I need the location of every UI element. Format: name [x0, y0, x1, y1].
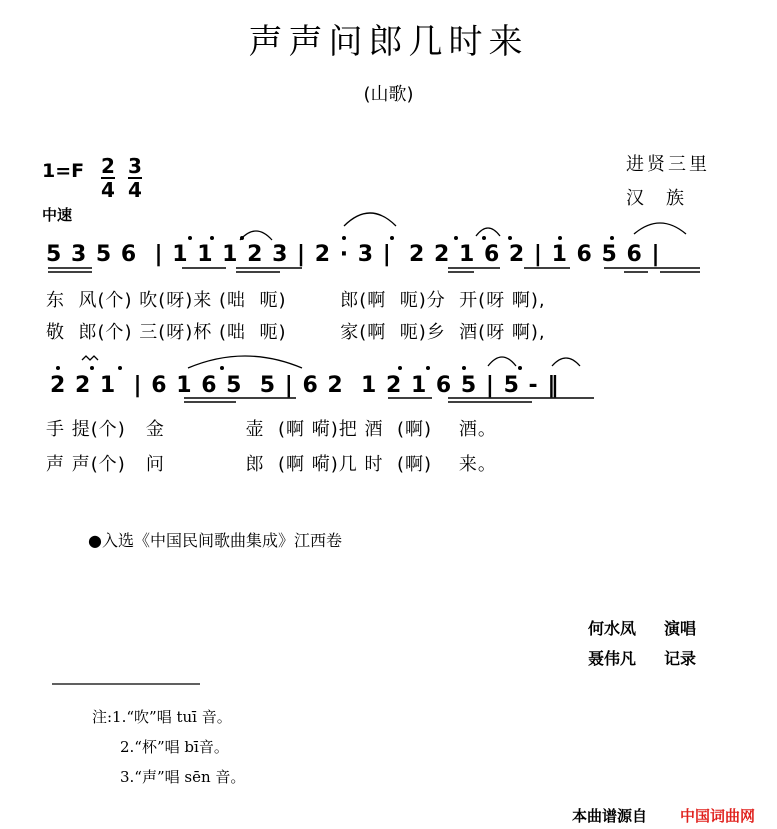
credit-recorder-role: 记录 [664, 649, 697, 668]
tempo-marking: 中速 [42, 206, 73, 224]
time-signature-bottom: 4 [128, 178, 142, 202]
slur [634, 223, 686, 234]
slur [552, 358, 580, 366]
credit-recorder-name: 聂伟凡 [588, 649, 637, 668]
slur [188, 356, 302, 368]
score-line-2-lyric-2: 声 声(个) 问 郎 (啊 嗬)几 时 (啊) 来。 [46, 454, 497, 475]
region-label: 进贤三里 [626, 154, 710, 175]
footnote-1: 注:1.“吹”唱 tuī 音。 [92, 708, 232, 726]
credit-performer-name: 何水凤 [588, 619, 637, 638]
song-genre: (山歌) [363, 84, 414, 105]
song-title: 声声问郎几时来 [248, 22, 529, 62]
mordent-mark [82, 356, 98, 360]
score-line-1-notes: 5 3 5 6 | 1 1 1 2 3 | 2 · 3 | 2 2 1 6 2 | 1 6 5 6 | [46, 242, 661, 267]
score-line-2-lyric-1: 手 提(个) 金 壶 (啊 嗬)把 酒 (啊) 酒。 [46, 419, 497, 440]
octave-dots [56, 236, 614, 370]
footnote-3: 3.“声”唱 sēn 音。 [120, 768, 246, 786]
slur [488, 357, 516, 366]
credit-performer-role: 演唱 [664, 619, 697, 638]
watermark-site-name[interactable]: 中国词曲网 [680, 807, 756, 825]
watermark-source-label: 本曲谱源自 [572, 807, 648, 825]
slur [476, 228, 500, 236]
key-signature: 1=F [42, 160, 85, 182]
time-signature-bottom: 4 [101, 178, 115, 202]
score-line-2-notes: 2 2 1 | 6 1 6 5 5 | 6 2 1 2 1 6 5 | 5 - ‖ [50, 373, 560, 398]
beam-lines [48, 268, 700, 402]
ethnicity-label: 汉族 [626, 188, 706, 209]
score-line-1-lyric-1: 东 风(个) 吹(呀)来 (咄 呃) 郎(啊 呃)分 开(呀 啊), [46, 290, 546, 311]
time-signature-top: 2 [101, 154, 115, 178]
collection-note: ●入选《中国民间歌曲集成》江西卷 [88, 531, 342, 550]
slur [240, 231, 272, 240]
score-line-1-lyric-2: 敬 郎(个) 三(呀)杯 (咄 呃) 家(啊 呃)乡 酒(呀 啊), [46, 322, 546, 343]
slur-marks [82, 213, 686, 368]
time-signature-top: 3 [128, 154, 142, 178]
footnote-2: 2.“杯”唱 bī音。 [120, 738, 229, 756]
slur [344, 213, 396, 226]
